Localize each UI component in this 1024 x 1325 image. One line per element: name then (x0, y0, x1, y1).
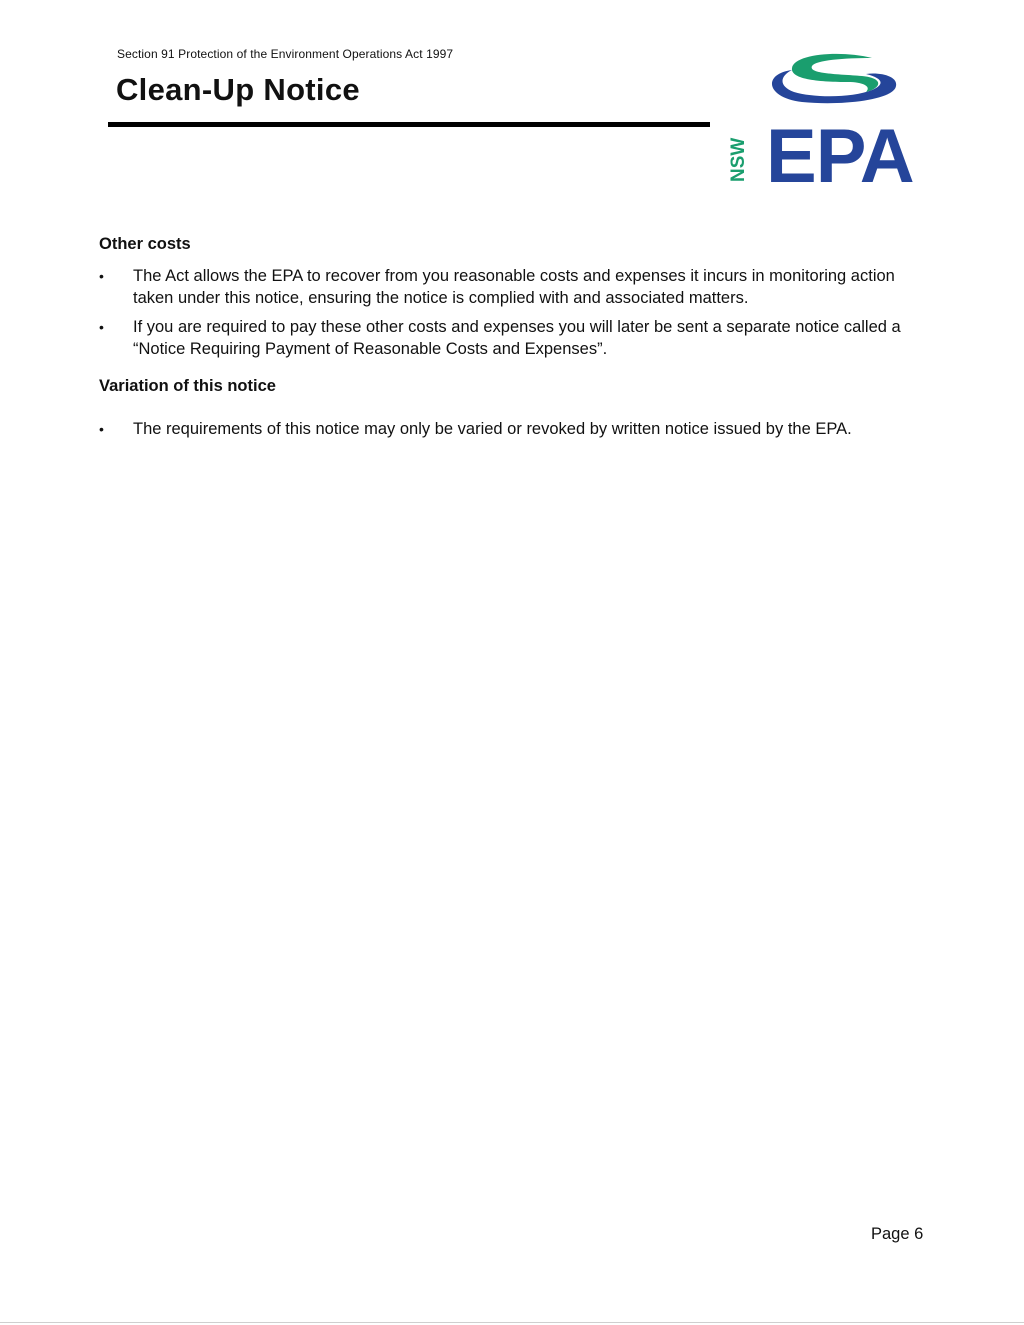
list-item (99, 265, 929, 309)
bullet-icon: • (99, 319, 104, 335)
bullet-text: The requirements of this notice may only be varied or revoked by written notice issued by the EPA. (133, 420, 852, 438)
list-item (99, 316, 929, 360)
logo-nsw-text: NSW (728, 137, 749, 182)
header-divider (108, 122, 710, 127)
bullet-icon: • (99, 421, 104, 437)
logo-epa-text: EPA (766, 114, 914, 188)
bullet-text: If you are required to pay these other costs and expenses you will later be sent a separate notice called a “Notice Requiring Payment of Reasonable Costs and Expenses”. (133, 318, 901, 358)
section-heading-other-costs: Other costs (99, 235, 191, 253)
nsw-epa-logo (722, 48, 932, 188)
bullet-icon: • (99, 268, 104, 284)
page-bottom-edge (0, 1322, 1024, 1323)
page-title: Clean-Up Notice (116, 72, 360, 107)
list-item (99, 418, 929, 440)
bullet-text: The Act allows the EPA to recover from you reasonable costs and expenses it incurs in monitoring action taken under this notice, ensuring the notice is complied with and associated matters. (133, 267, 895, 307)
logo-green-swoosh (792, 54, 878, 92)
section-heading-variation: Variation of this notice (99, 377, 276, 395)
page-number: Page 6 (871, 1225, 924, 1243)
header-subtitle: Section 91 Protection of the Environment Operations Act 1997 (117, 47, 454, 61)
